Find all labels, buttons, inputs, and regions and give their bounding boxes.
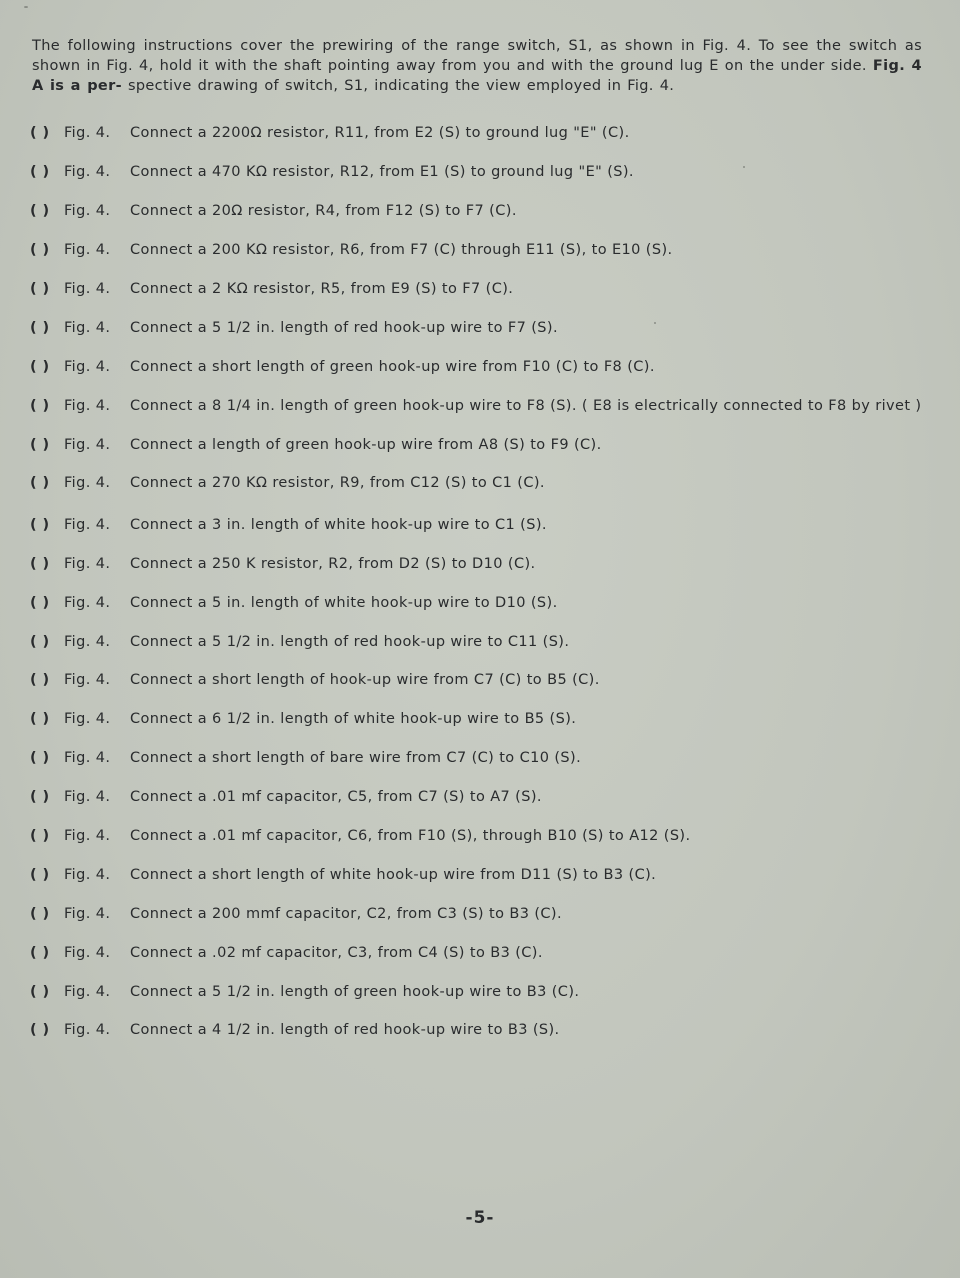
instruction-step (30, 505, 930, 544)
step-text: Connect a 470 KΩ resistor, R12, from E1 (S) to ground lug "E" (S). (130, 164, 634, 181)
step-figure-ref: Fig. 4. (64, 711, 111, 728)
step-checkbox[interactable]: ( ) (30, 866, 50, 883)
step-checkbox[interactable]: ( ) (30, 672, 50, 689)
step-figure-ref: Fig. 4. (64, 281, 111, 297)
step-text: Connect a 5 in. length of white hook-up wire to D10 (S). (130, 594, 558, 611)
instruction-step (30, 933, 930, 972)
step-checkbox[interactable]: ( ) (30, 711, 50, 728)
page-number: -5- (465, 1208, 495, 1228)
step-text: Connect a 2200Ω resistor, R11, from E2 (S) to ground lug "E" (C). (130, 125, 630, 142)
step-checkbox[interactable]: ( ) (30, 436, 50, 453)
step-figure-ref: Fig. 4. (64, 672, 111, 689)
step-figure-ref: Fig. 4. (64, 203, 111, 220)
step-figure-ref: Fig. 4. (64, 789, 111, 806)
step-figure-ref: Fig. 4. (64, 555, 111, 572)
instruction-step (30, 700, 930, 739)
step-figure-ref: Fig. 4. (64, 164, 111, 181)
instruction-step (30, 464, 930, 503)
step-checkbox[interactable]: ( ) (30, 125, 50, 142)
step-checkbox[interactable]: ( ) (30, 397, 50, 414)
instruction-step (30, 114, 930, 153)
step-figure-ref: Fig. 4. (64, 397, 111, 414)
step-checkbox[interactable]: ( ) (30, 358, 50, 375)
paper-speck (654, 322, 656, 324)
step-text: Connect a 2 KΩ resistor, R5, from E9 (S) to F7 (C). (130, 281, 514, 297)
step-checkbox[interactable]: ( ) (30, 1022, 50, 1039)
step-text: Connect a .01 mf capacitor, C5, from C7 (S) to A7 (S). (130, 789, 542, 806)
step-figure-ref: Fig. 4. (64, 905, 111, 922)
step-text: Connect a 5 1/2 in. length of red hook-up wire to C11 (S). (130, 633, 570, 650)
step-figure-ref: Fig. 4. (64, 750, 111, 767)
step-checkbox[interactable]: ( ) (30, 242, 50, 259)
step-text: Connect a 250 K resistor, R2, from D2 (S) to D10 (C). (130, 555, 536, 572)
step-checkbox[interactable]: ( ) (30, 203, 50, 220)
step-figure-ref: Fig. 4. (64, 944, 111, 961)
step-text: Connect a 270 KΩ resistor, R9, from C12 (S) to C1 (C). (130, 475, 545, 492)
step-checkbox[interactable]: ( ) (30, 944, 50, 961)
step-figure-ref: Fig. 4. (64, 516, 111, 533)
step-figure-ref: Fig. 4. (64, 319, 111, 336)
step-text: Connect a length of green hook-up wire from A8 (S) to F9 (C). (130, 436, 602, 453)
step-checkbox[interactable]: ( ) (30, 633, 50, 650)
step-figure-ref: Fig. 4. (64, 475, 111, 492)
step-text: Connect a short length of white hook-up wire from D11 (S) to B3 (C). (130, 866, 657, 883)
paper-speck (24, 6, 28, 8)
instruction-step (30, 425, 930, 464)
step-text: Connect a 4 1/2 in. length of red hook-up wire to B3 (S). (130, 1022, 560, 1039)
step-figure-ref: Fig. 4. (64, 866, 111, 883)
instruction-step (30, 661, 930, 700)
step-checkbox[interactable]: ( ) (30, 827, 50, 844)
instruction-step (30, 739, 930, 778)
step-text: Connect a short length of bare wire from C7 (C) to C10 (S). (130, 750, 582, 767)
instruction-list (30, 114, 930, 1050)
paper-speck (743, 166, 745, 168)
step-checkbox[interactable]: ( ) (30, 905, 50, 922)
instruction-step (30, 972, 930, 1011)
instruction-step (30, 1011, 930, 1050)
instruction-step (30, 778, 930, 817)
intro-text-part2: Fig. 4 A is a per- (32, 58, 922, 94)
instruction-step (30, 817, 930, 856)
step-figure-ref: Fig. 4. (64, 125, 111, 142)
instruction-step (30, 855, 930, 894)
step-checkbox[interactable]: ( ) (30, 983, 50, 1000)
step-checkbox[interactable]: ( ) (30, 319, 50, 336)
step-text: Connect a 5 1/2 in. length of red hook-up wire to F7 (S). (130, 319, 558, 336)
step-figure-ref: Fig. 4. (64, 1022, 111, 1039)
step-checkbox[interactable]: ( ) (30, 555, 50, 572)
instruction-step (30, 347, 930, 386)
instruction-step (30, 622, 930, 661)
instruction-step (30, 192, 930, 231)
step-text: Connect a 6 1/2 in. length of white hook-up wire to B5 (S). (130, 711, 577, 728)
step-text: Connect a .01 mf capacitor, C6, from F10 (S), through B10 (S) to A12 (S). (130, 827, 691, 844)
step-figure-ref: Fig. 4. (64, 983, 111, 1000)
step-checkbox[interactable]: ( ) (30, 789, 50, 806)
instruction-step (30, 894, 930, 933)
step-figure-ref: Fig. 4. (64, 436, 111, 453)
step-text: Connect a short length of hook-up wire from C7 (C) to B5 (C). (130, 672, 600, 689)
step-text: Connect a short length of green hook-up wire from F10 (C) to F8 (C). (130, 358, 655, 375)
instruction-step (30, 231, 930, 270)
step-text: Connect a 3 in. length of white hook-up wire to C1 (S). (130, 516, 547, 533)
step-checkbox[interactable]: ( ) (30, 594, 50, 611)
step-figure-ref: Fig. 4. (64, 358, 111, 375)
intro-text-part3: spective drawing of switch, S1, indicating the view employed in Fig. 4. (127, 78, 675, 94)
step-figure-ref: Fig. 4. (64, 633, 111, 650)
step-checkbox[interactable]: ( ) (30, 164, 50, 181)
step-text: Connect a 5 1/2 in. length of green hook-up wire to B3 (C). (130, 983, 580, 1000)
step-checkbox[interactable]: ( ) (30, 281, 50, 297)
step-text: Connect a 200 mmf capacitor, C2, from C3 (S) to B3 (C). (130, 905, 562, 922)
instruction-step (30, 270, 930, 309)
step-text: Connect a 8 1/4 in. length of green hook-up wire to F8 (S). ( E8 is electrically connected to F8 by rivet ) (130, 397, 922, 414)
step-text: Connect a .02 mf capacitor, C3, from C4 (S) to B3 (C). (130, 944, 543, 961)
step-text: Connect a 20Ω resistor, R4, from F12 (S) to F7 (C). (130, 203, 517, 220)
step-figure-ref: Fig. 4. (64, 827, 111, 844)
step-checkbox[interactable]: ( ) (30, 475, 50, 492)
intro-text-part1: The following instructions cover the prewiring of the range switch, S1, as shown in Fig. 4. To see the switch as shown in Fig. 4, hold it with the shaft pointing away from you and with the ground lug E on the under side. (32, 38, 922, 74)
step-checkbox[interactable]: ( ) (30, 750, 50, 767)
instruction-step (30, 153, 930, 192)
step-text: Connect a 200 KΩ resistor, R6, from F7 (C) through E11 (S), to E10 (S). (130, 242, 673, 259)
instruction-step (30, 386, 930, 425)
instruction-step (30, 544, 930, 583)
intro-paragraph (32, 36, 922, 96)
step-checkbox[interactable]: ( ) (30, 516, 50, 533)
instruction-step (30, 583, 930, 622)
step-figure-ref: Fig. 4. (64, 242, 111, 259)
step-figure-ref: Fig. 4. (64, 594, 111, 611)
instruction-step (30, 308, 930, 347)
